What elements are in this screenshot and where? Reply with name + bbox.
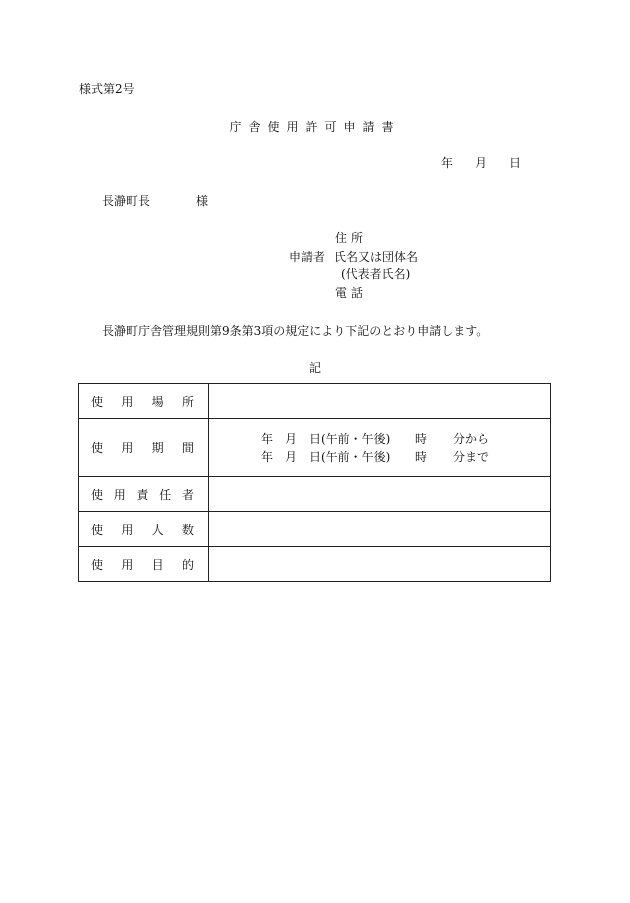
- date-year-label: 年: [441, 156, 454, 170]
- table-row: [79, 512, 551, 547]
- label-char: 用: [121, 394, 134, 409]
- row-label-purpose: [79, 547, 209, 582]
- value-responsible-person[interactable]: [209, 477, 551, 512]
- label-char: 用: [121, 522, 134, 537]
- name-label: 氏名又は団体名: [334, 250, 419, 264]
- table-row: [79, 384, 551, 419]
- row-label-number-of-users: [79, 512, 209, 547]
- period-to-end: 分まで: [453, 449, 490, 464]
- row-label-use-place: [79, 384, 209, 419]
- period-to-hour: 時: [415, 449, 428, 464]
- label-char: 使: [91, 441, 104, 455]
- period-to-day: 日(午前・午後): [309, 449, 391, 464]
- addressee-honorific: 様: [196, 194, 209, 208]
- period-from-year: 年: [261, 431, 274, 446]
- period-from-line: [209, 430, 550, 448]
- label-char: 的: [181, 557, 194, 572]
- address-label: 住所: [335, 231, 368, 245]
- value-use-place[interactable]: [209, 384, 551, 419]
- label-char: 期: [151, 441, 164, 455]
- label-char: 使: [91, 522, 104, 537]
- table-row: [79, 547, 551, 582]
- row-label-use-period: [79, 419, 209, 477]
- period-from-month: 月: [285, 431, 298, 446]
- date-line: [441, 157, 521, 169]
- period-to-line: [209, 448, 550, 466]
- label-char: 間: [181, 441, 194, 455]
- value-number-of-users[interactable]: [209, 512, 551, 547]
- addressee-name: 長瀞町長: [102, 194, 151, 208]
- addressee: [102, 195, 208, 207]
- label-char: 責: [136, 487, 149, 502]
- label-char: 数: [181, 522, 194, 537]
- row-label-responsible-person: [79, 477, 209, 512]
- representative-label: (代表者氏名): [341, 267, 411, 281]
- label-char: 場: [151, 394, 164, 409]
- phone-label: 電話: [335, 286, 368, 300]
- usage-table: [78, 383, 551, 582]
- form-number: 様式第2号: [79, 82, 135, 96]
- label-char: 用: [113, 487, 126, 502]
- period-from-end: 分から: [453, 431, 490, 446]
- document-title: 庁舎使用許可申請書: [229, 120, 401, 134]
- period-from-hour: 時: [415, 431, 428, 446]
- value-use-period[interactable]: [209, 419, 551, 477]
- label-char: 人: [151, 522, 164, 537]
- label-char: 使: [91, 557, 104, 572]
- label-char: 所: [181, 394, 194, 409]
- label-char: 者: [181, 487, 194, 502]
- label-char: 使: [91, 394, 104, 409]
- table-row: [79, 419, 551, 477]
- date-month-label: 月: [475, 156, 488, 170]
- ki-heading: 記: [308, 361, 321, 375]
- applicant-label: 申請者: [289, 250, 326, 264]
- period-to-month: 月: [285, 449, 298, 464]
- period-from-day: 日(午前・午後): [309, 431, 391, 446]
- label-char: 使: [91, 487, 104, 502]
- label-char: 任: [159, 487, 172, 502]
- date-day-label: 日: [509, 156, 522, 170]
- table-row: [79, 477, 551, 512]
- body-text: 長瀞町庁舎管理規則第9条第3項の規定により下記のとおり申請します。: [102, 324, 489, 338]
- value-purpose[interactable]: [209, 547, 551, 582]
- label-char: 用: [121, 441, 134, 455]
- label-char: 目: [151, 557, 164, 572]
- label-char: 用: [121, 557, 134, 572]
- period-to-year: 年: [261, 449, 274, 464]
